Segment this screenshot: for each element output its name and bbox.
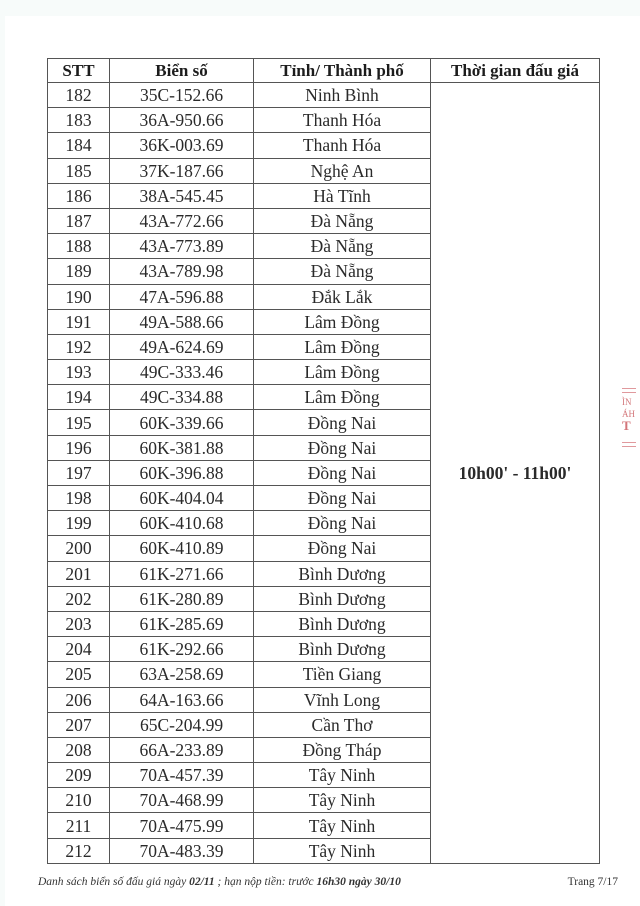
cell-plate: 70A-457.39 <box>110 763 254 788</box>
cell-stt: 200 <box>48 536 110 561</box>
cell-province: Thanh Hóa <box>254 108 431 133</box>
table-header-row <box>48 59 600 83</box>
page-number: Trang 7/17 <box>567 876 618 888</box>
cell-plate: 70A-475.99 <box>110 813 254 838</box>
cell-province: Đà Nẵng <box>254 234 431 259</box>
cell-plate: 60K-396.88 <box>110 460 254 485</box>
footer-auction-date: 02/11 <box>189 876 215 888</box>
cell-stt: 208 <box>48 737 110 762</box>
cell-stt: 193 <box>48 360 110 385</box>
footer-deadline: 16h30 ngày 30/10 <box>316 876 401 888</box>
stamp-line <box>622 388 636 389</box>
footer-text: Danh sách biển số đấu giá ngày <box>38 876 190 888</box>
cell-plate: 60K-410.89 <box>110 536 254 561</box>
cell-plate: 65C-204.99 <box>110 712 254 737</box>
stamp-text: ÁH <box>622 409 635 419</box>
cell-stt: 190 <box>48 284 110 309</box>
cell-plate: 38A-545.45 <box>110 183 254 208</box>
cell-stt: 195 <box>48 410 110 435</box>
cell-plate: 61K-292.66 <box>110 637 254 662</box>
cell-province: Tây Ninh <box>254 763 431 788</box>
cell-stt: 189 <box>48 259 110 284</box>
cell-province: Thanh Hóa <box>254 133 431 158</box>
cell-stt: 210 <box>48 788 110 813</box>
cell-stt: 182 <box>48 83 110 108</box>
cell-stt: 202 <box>48 586 110 611</box>
cell-stt: 184 <box>48 133 110 158</box>
cell-province: Lâm Đồng <box>254 360 431 385</box>
cell-province: Đồng Tháp <box>254 737 431 762</box>
cell-stt: 196 <box>48 435 110 460</box>
cell-province: Ninh Bình <box>254 83 431 108</box>
cell-province: Đồng Nai <box>254 486 431 511</box>
header-province: Tỉnh/ Thành phố <box>254 59 431 83</box>
page-footer <box>38 876 618 888</box>
cell-stt: 201 <box>48 561 110 586</box>
cell-province: Bình Dương <box>254 637 431 662</box>
cell-province: Tây Ninh <box>254 838 431 863</box>
table-body <box>48 83 600 864</box>
cell-province: Tây Ninh <box>254 788 431 813</box>
cell-stt: 204 <box>48 637 110 662</box>
cell-province: Lâm Đồng <box>254 385 431 410</box>
cell-province: Đồng Nai <box>254 536 431 561</box>
cell-plate: 60K-410.68 <box>110 511 254 536</box>
cell-province: Hà Tĩnh <box>254 183 431 208</box>
cell-plate: 70A-483.39 <box>110 838 254 863</box>
footer-note <box>38 876 401 888</box>
cell-province: Tây Ninh <box>254 813 431 838</box>
cell-plate: 43A-772.66 <box>110 208 254 233</box>
cell-plate: 64A-163.66 <box>110 687 254 712</box>
cell-plate: 49A-624.69 <box>110 334 254 359</box>
header-plate: Biển số <box>110 59 254 83</box>
cell-stt: 199 <box>48 511 110 536</box>
cell-stt: 185 <box>48 158 110 183</box>
cell-plate: 61K-285.69 <box>110 611 254 636</box>
cell-stt: 205 <box>48 662 110 687</box>
cell-stt: 198 <box>48 486 110 511</box>
footer-text: ; hạn nộp tiền: trước <box>214 876 317 888</box>
cell-stt: 187 <box>48 208 110 233</box>
cell-province: Nghệ An <box>254 158 431 183</box>
cell-province: Đà Nẵng <box>254 259 431 284</box>
stamp-line <box>622 446 636 447</box>
cell-stt: 188 <box>48 234 110 259</box>
table-row <box>48 83 600 108</box>
cell-province: Đắk Lắk <box>254 284 431 309</box>
cell-plate: 43A-773.89 <box>110 234 254 259</box>
stamp-line <box>622 442 636 443</box>
cell-plate: 49A-588.66 <box>110 309 254 334</box>
cell-plate: 49C-334.88 <box>110 385 254 410</box>
cell-plate: 37K-187.66 <box>110 158 254 183</box>
cell-stt: 203 <box>48 611 110 636</box>
cell-province: Tiền Giang <box>254 662 431 687</box>
cell-stt: 209 <box>48 763 110 788</box>
cell-plate: 66A-233.89 <box>110 737 254 762</box>
cell-stt: 194 <box>48 385 110 410</box>
stamp-text: T <box>622 418 631 433</box>
header-auction-time: Thời gian đấu giá <box>431 59 600 83</box>
cell-province: Vĩnh Long <box>254 687 431 712</box>
cell-province: Đồng Nai <box>254 410 431 435</box>
cell-plate: 36K-003.69 <box>110 133 254 158</box>
cell-plate: 60K-404.04 <box>110 486 254 511</box>
cell-plate: 43A-789.98 <box>110 259 254 284</box>
cell-province: Đồng Nai <box>254 435 431 460</box>
auction-plate-table <box>47 58 600 864</box>
stamp-line <box>622 392 636 393</box>
cell-province: Đồng Nai <box>254 460 431 485</box>
cell-province: Đồng Nai <box>254 511 431 536</box>
cell-stt: 186 <box>48 183 110 208</box>
cell-stt: 192 <box>48 334 110 359</box>
cell-province: Cần Thơ <box>254 712 431 737</box>
cell-province: Bình Dương <box>254 611 431 636</box>
cell-province: Đà Nẵng <box>254 208 431 233</box>
cell-plate: 60K-339.66 <box>110 410 254 435</box>
cell-auction-time: 10h00' - 11h00' <box>431 83 600 864</box>
cell-plate: 36A-950.66 <box>110 108 254 133</box>
cell-plate: 61K-280.89 <box>110 586 254 611</box>
cell-plate: 47A-596.88 <box>110 284 254 309</box>
cell-stt: 197 <box>48 460 110 485</box>
cell-stt: 206 <box>48 687 110 712</box>
cell-plate: 60K-381.88 <box>110 435 254 460</box>
cell-province: Bình Dương <box>254 586 431 611</box>
cell-province: Lâm Đồng <box>254 334 431 359</box>
cell-stt: 211 <box>48 813 110 838</box>
header-stt: STT <box>48 59 110 83</box>
cell-stt: 212 <box>48 838 110 863</box>
cell-stt: 207 <box>48 712 110 737</box>
red-stamp-fragment <box>622 385 640 475</box>
cell-stt: 183 <box>48 108 110 133</box>
cell-province: Bình Dương <box>254 561 431 586</box>
cell-plate: 61K-271.66 <box>110 561 254 586</box>
cell-plate: 35C-152.66 <box>110 83 254 108</box>
cell-plate: 49C-333.46 <box>110 360 254 385</box>
stamp-text: ÌN <box>622 397 632 407</box>
cell-province: Lâm Đồng <box>254 309 431 334</box>
cell-stt: 191 <box>48 309 110 334</box>
cell-plate: 70A-468.99 <box>110 788 254 813</box>
cell-plate: 63A-258.69 <box>110 662 254 687</box>
